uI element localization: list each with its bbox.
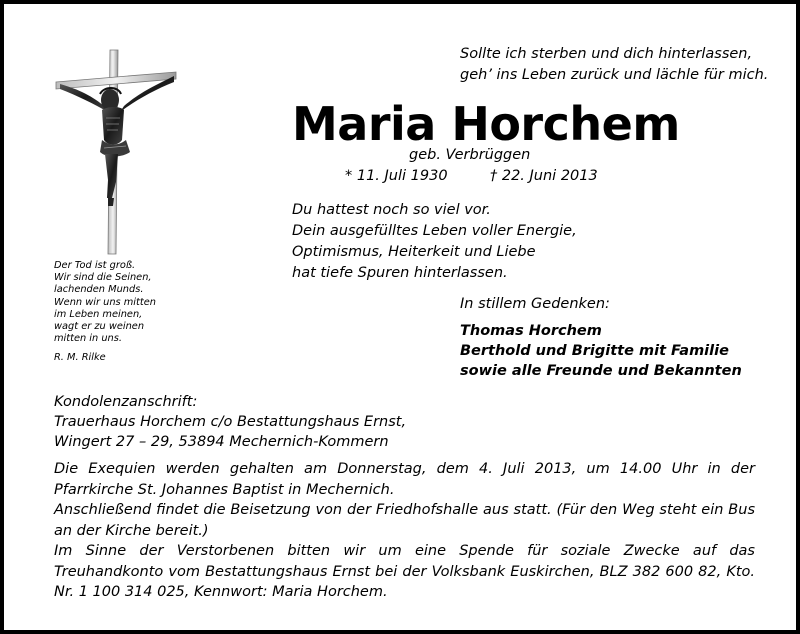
death-date: † 22. Juni 2013 [490,168,598,184]
mourners-list [460,321,780,381]
condolence-line: Wingert 27 – 29, 53894 Mechernich-Kommern [54,434,389,450]
condolence-line: Kondolenzanschrift: [54,394,198,410]
tribute-line: Du hattest noch so viel vor. [292,202,491,218]
poem [54,260,194,345]
crucifix-icon [52,48,180,256]
tribute-line: Optimismus, Heiterkeit und Liebe [292,244,536,260]
motto-line: Sollte ich sterben und dich hinterlassen, [460,46,753,62]
poem-line: im Leben meinen, [54,308,143,320]
deceased-name: Maria Horchem [292,97,680,151]
notes-paragraph: Im Sinne der Verstorbenen bitten wir um eine Spende für soziale Zwecke auf das Treuhandkonto vom Bestattungshaus Ernst bei der Volksbank Euskirchen, BLZ 382 600 82, Kto. Nr. 1 100 314 025, Kennwort: Maria Horchem. [54,543,755,600]
tribute-text [292,200,622,284]
poem-line: lachenden Munds. [54,284,144,296]
poem-line: Wir sind die Seinen, [54,272,152,284]
tribute-line: hat tiefe Spuren hinterlassen. [292,265,508,281]
birth-name: geb. Verbrüggen [409,147,531,163]
notes-paragraph: Die Exequien werden gehalten am Donnerstag, dem 4. Juli 2013, um 14.00 Uhr in der Pfarrkirche St. Johannes Baptist in Mechernich. [54,461,755,498]
birth-date: * 11. Juli 1930 [345,168,448,184]
motto-line: geh’ ins Leben zurück und lächle für mich. [460,67,769,83]
notes-paragraph: Anschließend findet die Beisetzung von der Friedhofshalle aus statt. (Für den Weg steht ein Bus an der Kirche bereit.) [54,502,755,539]
condolence-line: Trauerhaus Horchem c/o Bestattungshaus Ernst, [54,414,407,430]
poem-line: Wenn wir uns mitten [54,296,156,308]
mourner-name: Thomas Horchem [460,323,602,339]
poem-line: mitten in uns. [54,333,122,345]
motto-verse [460,44,780,86]
mourner-name: sowie alle Freunde und Bekannten [460,363,742,379]
funeral-notes [54,459,755,603]
poem-line: wagt er zu weinen [54,321,145,333]
condolence-address [54,392,474,452]
poem-author: R. M. Rilke [54,352,106,363]
tribute-line: Dein ausgefülltes Leben voller Energie, [292,223,577,239]
poem-line: Der Tod ist groß. [54,260,136,271]
mourner-name: Berthold und Brigitte mit Familie [460,343,729,359]
mourning-intro: In stillem Gedenken: [460,296,610,312]
